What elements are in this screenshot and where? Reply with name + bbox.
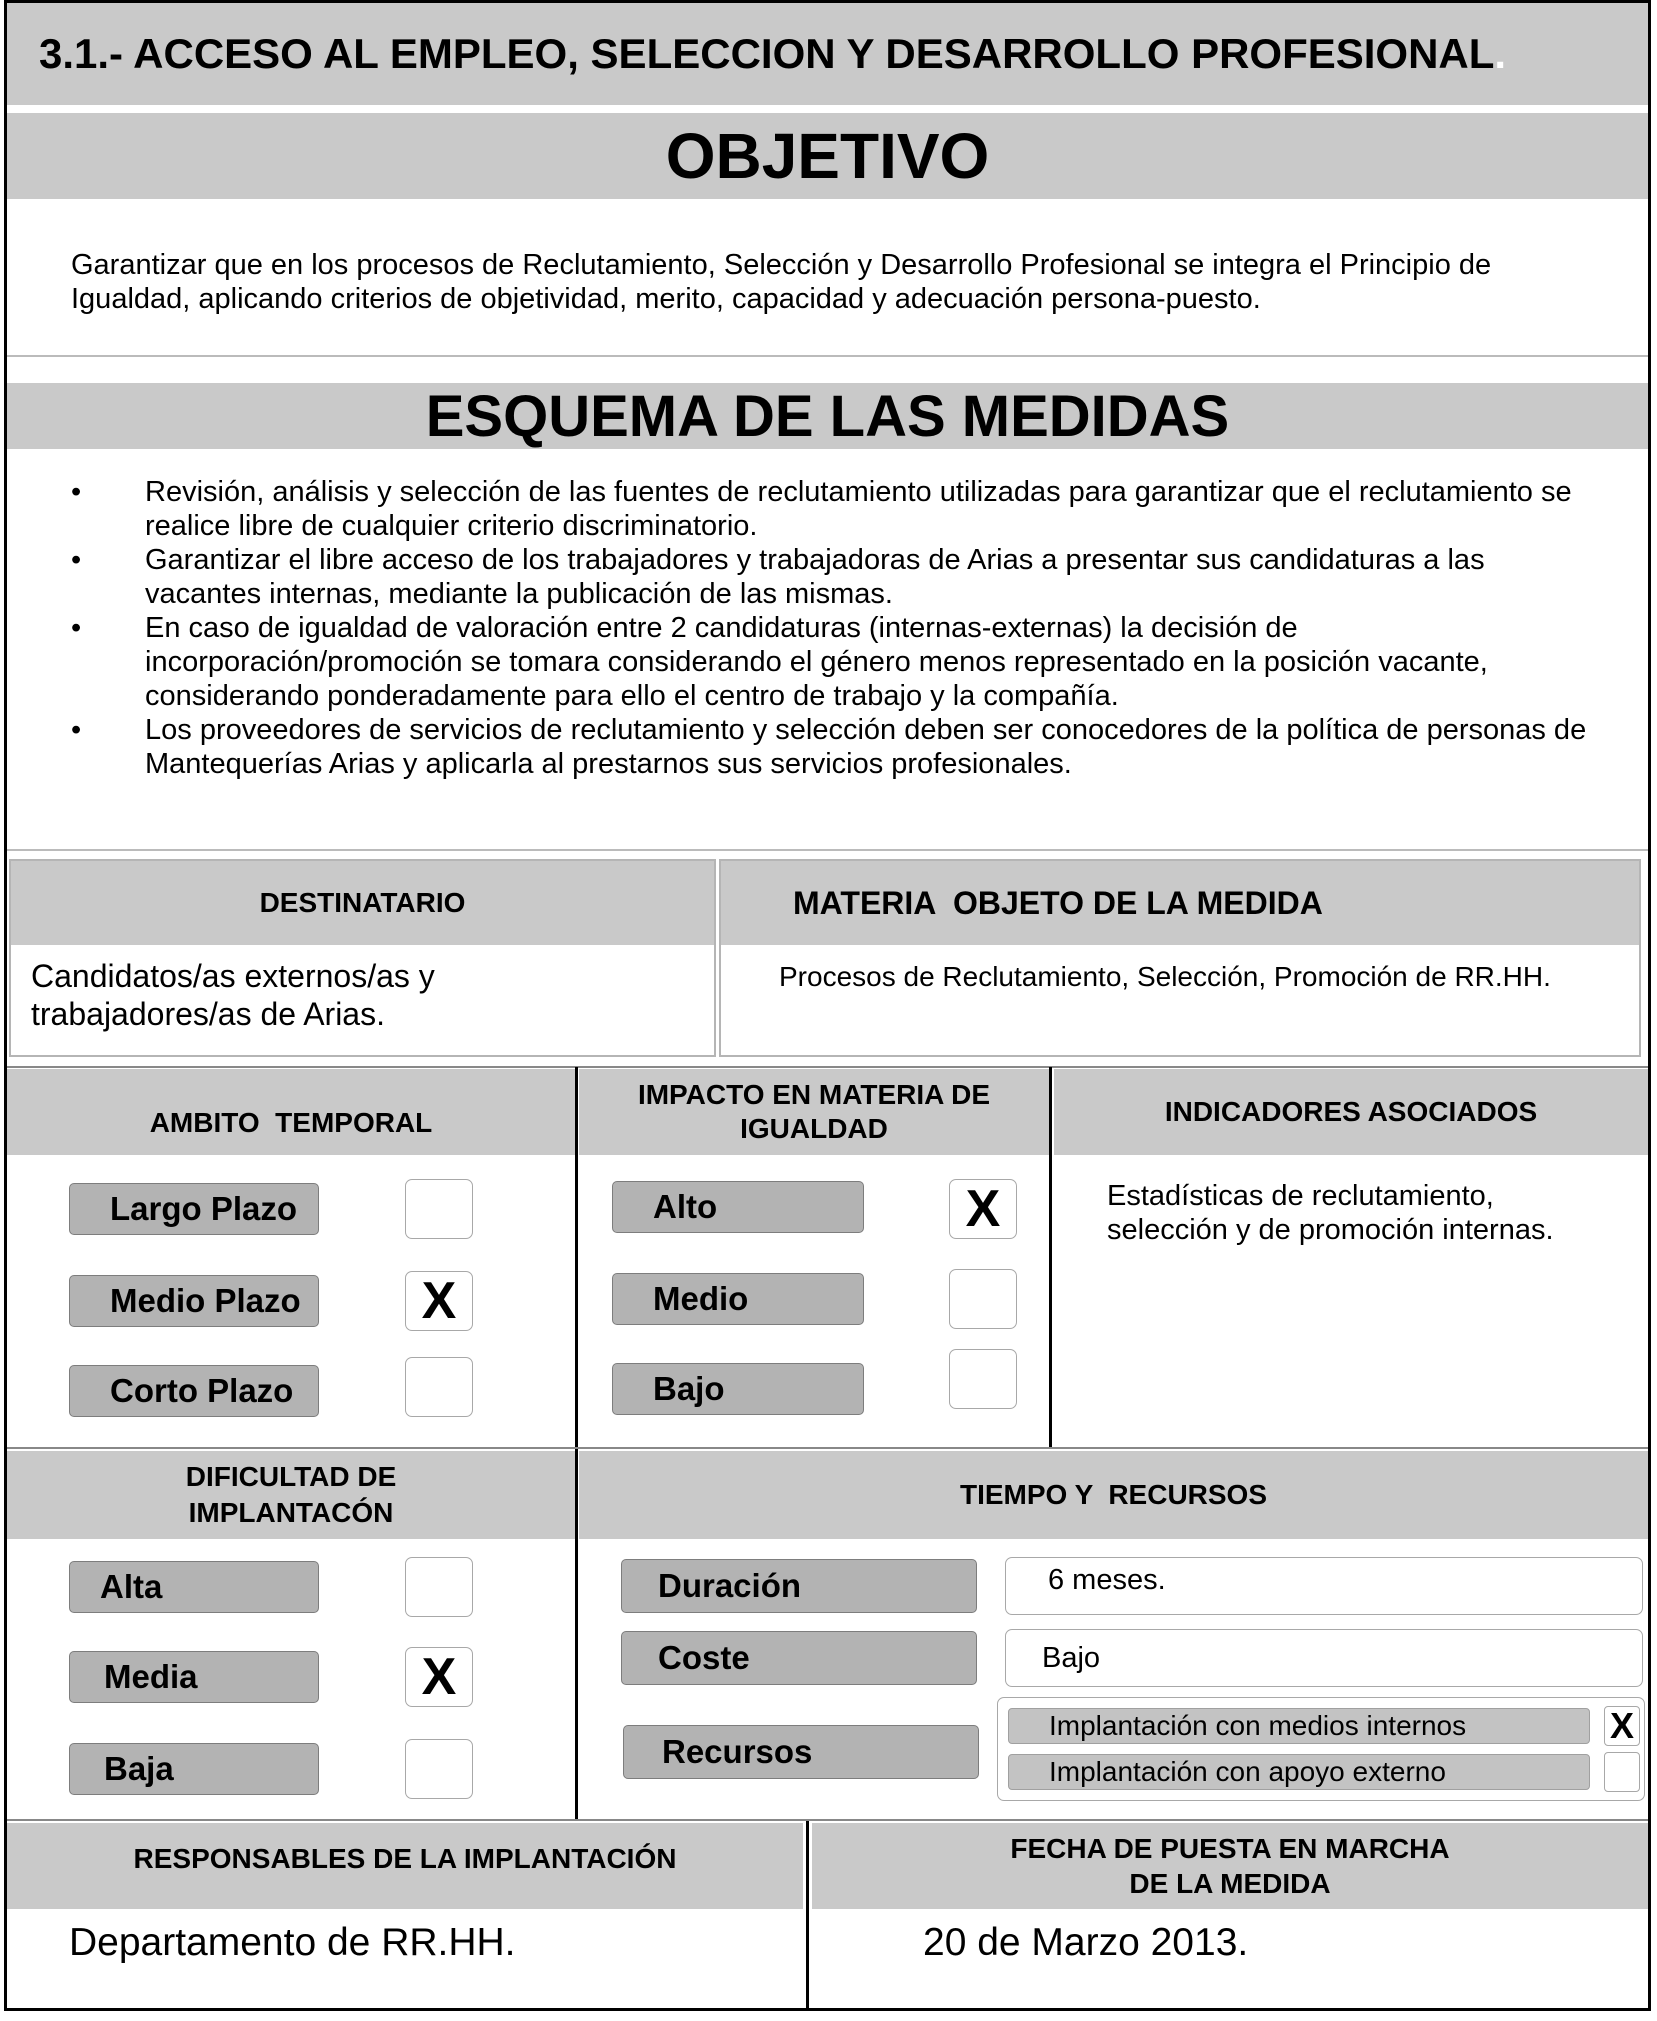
row3-divider-2 — [1049, 1067, 1052, 1447]
checkbox-alto[interactable]: X — [949, 1179, 1017, 1239]
checkbox-baja[interactable] — [405, 1739, 473, 1799]
checkbox-medio[interactable] — [949, 1269, 1017, 1329]
checkbox-externo[interactable] — [1604, 1752, 1640, 1792]
row3-top — [7, 1066, 1648, 1068]
destinatario-heading: DESTINATARIO — [11, 861, 714, 945]
recursos-group — [997, 1697, 1645, 1801]
recursos-label: Recursos — [623, 1725, 979, 1779]
list-item: • Los proveedores de servicios de reclutamiento y selección deben ser conocedores de la política de personas de Mantequerías Arias y aplicarla al prestarnos sus servicios profesionales. — [71, 714, 1587, 780]
fecha-heading: FECHA DE PUESTA EN MARCHA DE LA MEDIDA — [812, 1823, 1648, 1909]
duracion-label: Duración — [621, 1559, 977, 1613]
objetivo-heading: OBJETIVO — [7, 113, 1648, 199]
row4-divider — [575, 1449, 578, 1819]
dificultad-heading: DIFICULTAD DE IMPLANTACÓN — [7, 1451, 575, 1539]
indicadores-heading: INDICADORES ASOCIADOS — [1054, 1069, 1648, 1155]
tiempo-heading: TIEMPO Y RECURSOS — [579, 1451, 1648, 1539]
recursos-option-internos: Implantación con medios internos — [1008, 1708, 1590, 1744]
materia-value: Procesos de Reclutamiento, Selección, Promoción de RR.HH. — [779, 961, 1551, 992]
ambito-heading: AMBITO TEMPORAL — [7, 1069, 575, 1155]
esquema-heading: ESQUEMA DE LAS MEDIDAS — [7, 383, 1648, 449]
list-item: • En caso de igualdad de valoración entre 2 candidaturas (internas-externas) la decisión de incorporación/promoción se tomara considerando el género menos representado en la posición vacante, considerando ponderadamente para ello el centro de trabajo y la compañía. — [71, 612, 1488, 712]
row4-top — [7, 1447, 1648, 1449]
recursos-option-externo: Implantación con apoyo externo — [1008, 1754, 1590, 1790]
row3-divider-1 — [575, 1067, 578, 1447]
checkbox-media[interactable]: X — [405, 1647, 473, 1707]
responsables-value: Departamento de RR.HH. — [69, 1921, 516, 1964]
list-item: • Garantizar el libre acceso de los trabajadores y trabajadoras de Arias a presentar sus candidaturas a las vacantes internas, mediante la publicación de las mismas. — [71, 544, 1485, 610]
option-bajo: Bajo — [612, 1363, 864, 1415]
option-baja: Baja — [69, 1743, 319, 1795]
row5-divider — [806, 1821, 809, 2011]
measure-sheet — [4, 0, 1651, 2011]
option-alto: Alto — [612, 1181, 864, 1233]
title-divider — [7, 107, 1648, 109]
impacto-heading: IMPACTO EN MATERIA DE IGUALDAD — [579, 1069, 1049, 1155]
objetivo-divider — [7, 355, 1648, 357]
coste-label: Coste — [621, 1631, 977, 1685]
checkbox-medio-plazo[interactable]: X — [405, 1271, 473, 1331]
esquema-divider — [7, 849, 1648, 851]
checkbox-alta[interactable] — [405, 1557, 473, 1617]
responsables-heading: RESPONSABLES DE LA IMPLANTACIÓN — [7, 1823, 803, 1909]
destinatario-value: Candidatos/as externos/as y trabajadores/as de Arias. — [31, 958, 435, 1032]
measures-list — [7, 475, 1607, 781]
coste-field[interactable]: Bajo — [1005, 1629, 1643, 1687]
checkbox-internos[interactable]: X — [1604, 1706, 1640, 1746]
title-band — [7, 3, 1648, 105]
duracion-field[interactable]: 6 meses. — [1005, 1557, 1643, 1615]
row5-top — [7, 1819, 1648, 1821]
fecha-value: 20 de Marzo 2013. — [923, 1921, 1249, 1964]
objetivo-text: Garantizar que en los procesos de Reclutamiento, Selección y Desarrollo Profesional se integra el Principio de Igualdad, aplicando criterios de objetividad, merito, capacidad y adecuación persona-puesto. — [71, 249, 1492, 315]
checkbox-bajo[interactable] — [949, 1349, 1017, 1409]
title-suffix: . — [1494, 30, 1507, 77]
option-media: Media — [69, 1651, 319, 1703]
materia-cell — [719, 859, 1641, 1057]
checkbox-corto-plazo[interactable] — [405, 1357, 473, 1417]
option-corto-plazo: Corto Plazo — [69, 1365, 319, 1417]
checkbox-largo-plazo[interactable] — [405, 1179, 473, 1239]
option-medio: Medio — [612, 1273, 864, 1325]
list-item: • Revisión, análisis y selección de las fuentes de reclutamiento utilizadas para garantizar que el reclutamiento se realice libre de cualquier criterio discriminatorio. — [71, 476, 1572, 542]
option-alta: Alta — [69, 1561, 319, 1613]
materia-heading: MATERIA OBJETO DE LA MEDIDA — [721, 861, 1639, 945]
option-medio-plazo: Medio Plazo — [69, 1275, 319, 1327]
page-title: 3.1.- ACCESO AL EMPLEO, SELECCION Y DESARROLLO PROFESIONAL — [39, 30, 1495, 77]
option-largo-plazo: Largo Plazo — [69, 1183, 319, 1235]
destinatario-cell — [9, 859, 716, 1057]
indicadores-value: Estadísticas de reclutamiento, selección y de promoción internas. — [1107, 1180, 1554, 1246]
